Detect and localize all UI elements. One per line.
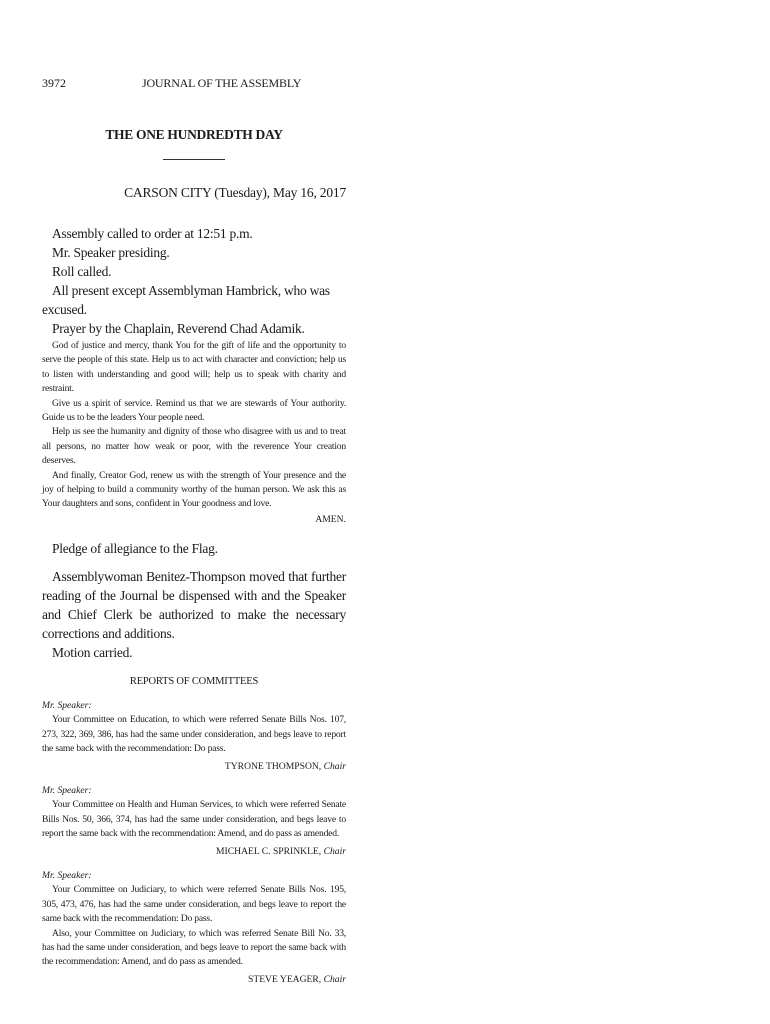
report-chair: MICHAEL C. SPRINKLE, Chair xyxy=(216,845,346,857)
chair-name: TYRONE THOMPSON xyxy=(224,760,319,772)
report-paragraph: Also, your Committee on Judiciary, to which was referred Senate Bill No. 33, has had the same under consideration, and begs leave to report the same back with the recommendation: Amend, and do pass as amended. xyxy=(42,927,346,968)
prayer-paragraph: God of justice and mercy, thank You for the gift of life and the opportunity to serve the people of this state. Help us to act with character and conviction; help us to listen with understanding and good will; help us to speak with charity and restraint. xyxy=(42,340,346,395)
prayer-paragraph: Help us see the humanity and dignity of those who disagree with us and to treat all persons, no matter how weak or poor, with the reverence Your creation deserves. xyxy=(42,426,346,467)
journal-page xyxy=(42,0,346,1024)
motion-paragraph: Assemblywoman Benitez-Thompson moved that further reading of the Journal be dispensed with and the Speaker and Chief Clerk be authorized to make the necessary corrections and additions. xyxy=(42,568,346,641)
opening-line: Assembly called to order at 12:51 p.m. xyxy=(52,226,253,241)
journal-body xyxy=(42,224,346,997)
amen: AMEN. xyxy=(315,513,346,525)
chair-name: STEVE YEAGER xyxy=(248,973,319,985)
report-paragraph: Your Committee on Judiciary, to which were referred Senate Bills Nos. 195, 305, 473, 476, has had the same under consideration, and begs leave to report the same back with the recommendation: Do pass. xyxy=(42,884,346,925)
committee-report xyxy=(42,699,346,774)
pledge-line: Pledge of allegiance to the Flag. xyxy=(52,540,218,556)
prayer-paragraph: Give us a spirit of service. Remind us that we are stewards of Your authority. Guide us to be the leaders Your people need. xyxy=(42,397,346,424)
committee-report xyxy=(42,869,346,987)
page-number: 3972 xyxy=(42,76,66,90)
report-address: Mr. Speaker: xyxy=(42,869,92,881)
motion-result: Motion carried. xyxy=(52,644,133,660)
report-address: Mr. Speaker: xyxy=(42,699,92,711)
opening-line: Mr. Speaker presiding. xyxy=(52,245,170,260)
report-chair: STEVE YEAGER, Chair xyxy=(248,973,346,985)
opening-line: Prayer by the Chaplain, Reverend Chad Adamik. xyxy=(52,321,305,336)
prayer-text xyxy=(42,339,346,525)
opening-line: Roll called. xyxy=(52,264,112,279)
dateline: CARSON CITY (Tuesday), May 16, 2017 xyxy=(124,185,346,200)
prayer-paragraph: And finally, Creator God, renew us with the strength of Your presence and the joy of helping to build a community worthy of the human person. We ask this as Your daughters and sons, confident in Your goodness and love. xyxy=(42,469,346,510)
day-title: THE ONE HUNDREDTH DAY xyxy=(105,127,283,142)
report-chair: TYRONE THOMPSON, Chair xyxy=(224,760,346,772)
committee-report xyxy=(42,784,346,859)
report-paragraph: Your Committee on Education, to which were referred Senate Bills Nos. 107, 273, 322, 369, 386, has had the same under consideration, and begs leave to report the same back with the recommendation: Do pass. xyxy=(42,714,346,755)
report-address: Mr. Speaker: xyxy=(42,784,92,796)
journal-title: JOURNAL OF THE ASSEMBLY xyxy=(142,76,302,90)
chair-title: Chair xyxy=(323,760,346,772)
chair-name: MICHAEL C. SPRINKLE xyxy=(216,845,319,857)
chair-title: Chair xyxy=(323,973,346,985)
title-rule xyxy=(163,159,225,160)
reports-heading: REPORTS OF COMMITTEES xyxy=(129,675,259,687)
chair-title: Chair xyxy=(323,845,346,857)
report-paragraph: Your Committee on Health and Human Services, to which were referred Senate Bills Nos. 50, 366, 374, has had the same under consideration, and begs leave to report the same back with the recommendation: Amend, and do pass as amended. xyxy=(42,799,346,840)
opening-line: All present except Assemblyman Hambrick, who was excused. xyxy=(42,283,330,317)
